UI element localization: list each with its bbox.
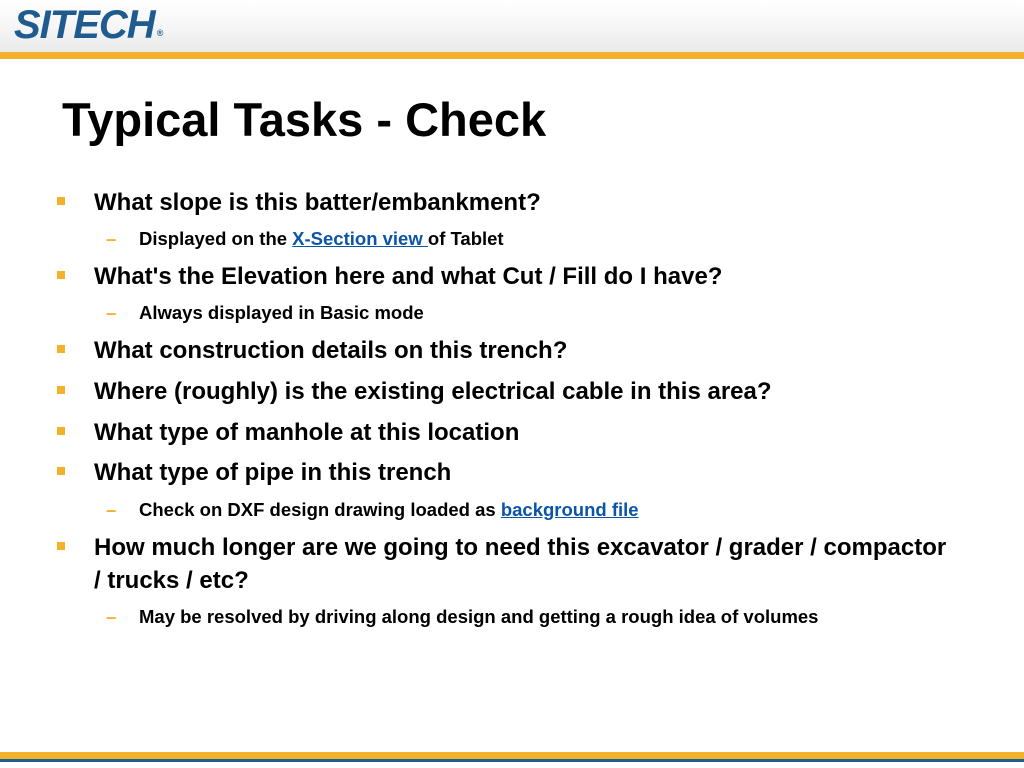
bullet-item-cable	[94, 375, 954, 408]
sub-item-text-pre: Displayed on the	[139, 228, 293, 249]
bullet-item-elevation	[94, 260, 954, 293]
square-bullet-icon	[57, 427, 65, 435]
dash-bullet-icon: –	[106, 499, 117, 520]
sub-item-text-pre: Check on DXF design drawing loaded as	[139, 499, 501, 520]
sub-item-text: May be resolved by driving along design and getting a rough idea of volumes	[139, 606, 819, 627]
logo-text: SITECH	[14, 3, 155, 47]
bullet-item-manhole	[94, 416, 954, 449]
sub-item-volumes	[106, 603, 919, 630]
square-bullet-icon	[57, 386, 65, 394]
bullet-item-equipment	[94, 531, 954, 597]
dash-bullet-icon: –	[106, 302, 117, 323]
dash-bullet-icon: –	[106, 606, 117, 627]
square-bullet-icon	[57, 542, 65, 550]
background-file-link[interactable]: background file	[500, 499, 639, 520]
square-bullet-icon	[57, 345, 65, 353]
bullet-text: Where (roughly) is the existing electrical cable in this area?	[94, 378, 772, 405]
bullet-text: What's the Elevation here and what Cut / Fill do I have?	[94, 263, 723, 290]
x-section-view-link[interactable]: X-Section view	[292, 228, 428, 249]
bullet-text: How much longer are we going to need this excavator / grader / compactor / trucks / etc?	[94, 534, 947, 594]
sub-item-basic-mode	[106, 299, 919, 326]
bullet-text: What type of manhole at this location	[94, 419, 520, 446]
sub-item-text-post: of Tablet	[427, 228, 504, 249]
bullet-item-slope	[94, 186, 954, 219]
slide-title: Typical Tasks - Check	[62, 93, 547, 146]
header-accent-bar	[0, 52, 1024, 59]
sitech-logo	[14, 2, 162, 48]
footer-white-line	[0, 762, 1024, 768]
sub-item-dxf	[106, 496, 919, 523]
sub-item-xsection	[106, 225, 919, 252]
square-bullet-icon	[57, 197, 65, 205]
registered-mark: ®	[156, 28, 163, 38]
dash-bullet-icon: –	[106, 228, 117, 249]
bullet-text: What construction details on this trench?	[94, 337, 568, 364]
bullet-text: What type of pipe in this trench	[94, 459, 452, 486]
square-bullet-icon	[57, 467, 65, 475]
footer-accent-bar	[0, 752, 1024, 759]
sub-item-text: Always displayed in Basic mode	[139, 302, 424, 323]
square-bullet-icon	[57, 271, 65, 279]
bullet-text: What slope is this batter/embankment?	[94, 189, 541, 216]
header-band	[0, 0, 1024, 52]
bullet-item-construction	[94, 334, 954, 367]
bullet-item-pipe	[94, 456, 954, 489]
